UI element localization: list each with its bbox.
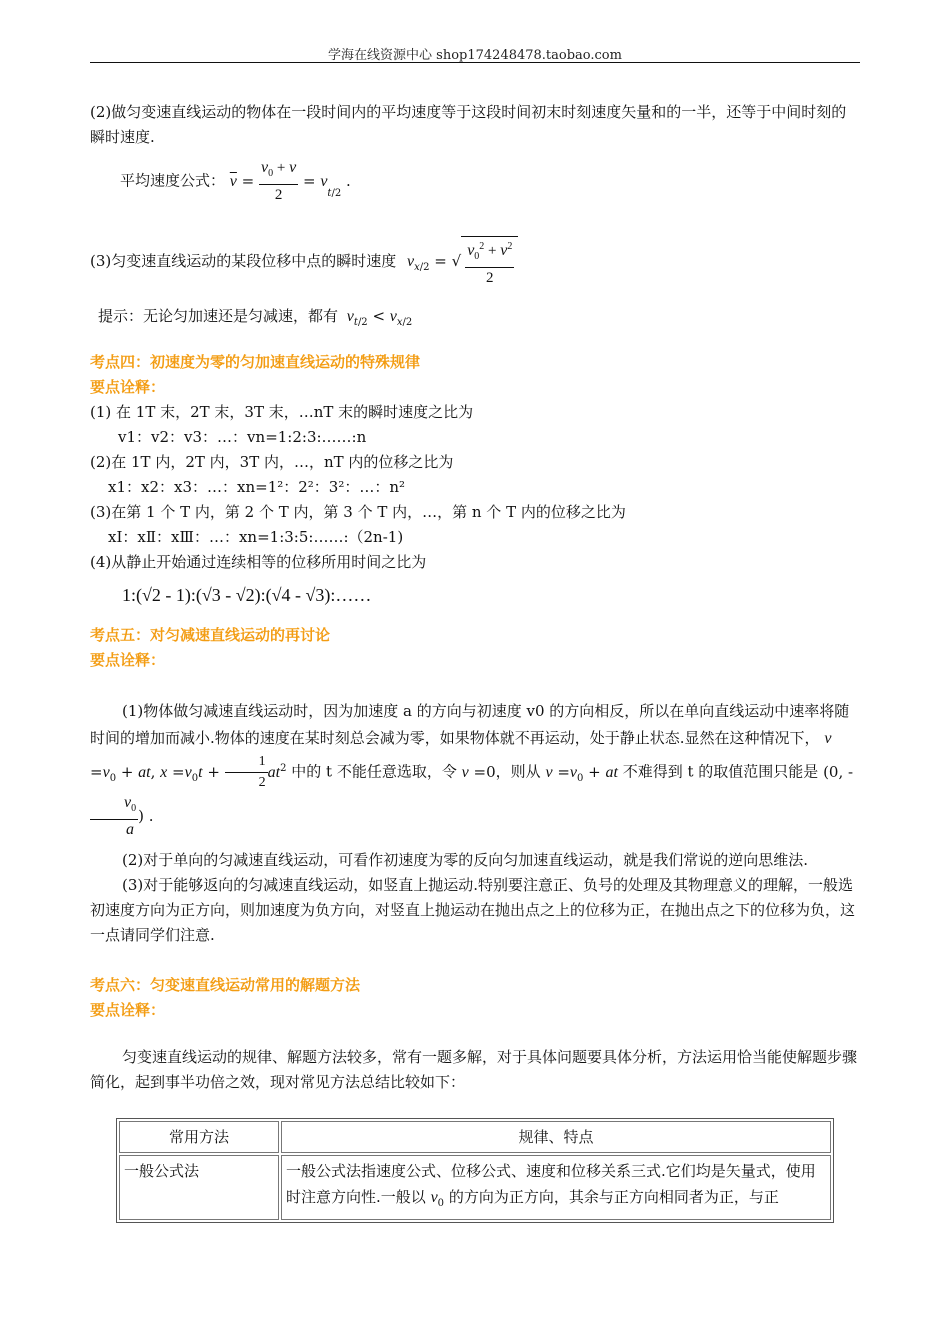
- kp6-header: [90, 973, 860, 1023]
- kp4-item-2-formula: x1：x2：x3：…：xn=1²：2²：3²：…：n²: [108, 478, 406, 496]
- kp4-item-3-formula: xⅠ：xⅡ：xⅢ：…：xn=1:3:5:……:（2n-1): [108, 528, 404, 546]
- kp4-title: 考点四：初速度为零的匀加速直线运动的特殊规律: [90, 353, 421, 371]
- avg-formula-line: [120, 158, 890, 205]
- table-cell-method: 一般公式法: [119, 1155, 279, 1220]
- feature-text-a: 一般公式法指速度公式、位移公式、速度和位移关系三式.它们均是矢量式，使用时注意方向性.一般以: [286, 1162, 816, 1206]
- kp5-p1-part-b: 中的 t 不能任意选取，令: [291, 762, 457, 781]
- kp4-item-2: (2)在 1T 内，2T 内，3T 内，…，nT 内的位移之比为: [90, 453, 454, 471]
- table-header-method: 常用方法: [119, 1121, 279, 1153]
- hint-text: 提示：无论匀加速还是匀减速，都有: [98, 307, 339, 325]
- kp5-note: 要点诠释：: [90, 651, 166, 669]
- kp4-item-3: (3)在第 1 个 T 内，第 2 个 T 内，第 3 个 T 内，…，第 n 个 T 内的位移之比为: [90, 503, 626, 521]
- v-equals-zero: v =0: [461, 762, 496, 781]
- kp5-p1: [90, 698, 860, 840]
- avg-velocity-formula: $\overline{v}$ = $\frac{v_0 + v}{2}$ = $v_{t/2}$ .: [229, 159, 351, 203]
- t-range: (0, - $\frac{v_0}{a}$ ) .: [90, 763, 853, 825]
- kp6-p1: 匀变速直线运动的规律、解题方法较多，常有一题多解，对于具体问题要具体分析，方法运用恰当能使解题步骤简化，起到事半功倍之效，现对常见方法总结比较如下：: [90, 1048, 858, 1091]
- kp4-note: 要点诠释：: [90, 378, 166, 396]
- kp6-title: 考点六：匀变速直线运动常用的解题方法: [90, 976, 361, 994]
- kp5-paragraph-2-3: [90, 848, 860, 948]
- kp4-item-1: (1) 在 1T 末，2T 末，3T 末，…nT 末的瞬时速度之比为: [90, 403, 474, 421]
- kp5-paragraph-1: [90, 698, 860, 840]
- paragraph-2: (2)做匀变速直线运动的物体在一段时间内的平均速度等于这段时间初末时刻速度矢量和的一半，还等于中间时刻的瞬时速度.: [90, 103, 847, 146]
- kp5-p3: (3)对于能够返向的匀减速直线运动，如竖直上抛运动.特别要注意正、负号的处理及其物理意义的理解，一般选初速度方向为正方向，则加速度为负方向，对竖直上抛运动在抛出点之上的位移为正，在抛出点之下的位移为负，这一点请同学们注意.: [90, 876, 856, 944]
- table-row: [119, 1155, 831, 1220]
- kp6-paragraph: [90, 1045, 860, 1095]
- hint-line: [98, 305, 868, 328]
- kp4-item-4: (4)从静止开始通过连续相等的位移所用时间之比为: [90, 553, 427, 571]
- kp5-p1-part-c: ，则从: [495, 762, 541, 781]
- kp4-item-4-formula: 1:(√2 - 1):(√3 - √2):(√4 - √3):……: [122, 585, 372, 605]
- table-header-feature: 规律、特点: [281, 1121, 831, 1153]
- methods-table: [116, 1118, 834, 1223]
- table-header-row: [119, 1121, 831, 1153]
- kp5-title: 考点五：对匀减速直线运动的再讨论: [90, 626, 331, 644]
- hint-formula: $v_{t/2} < v_{x/2}$: [346, 307, 413, 328]
- midpoint-velocity-line: [90, 236, 860, 288]
- kp5-p2: (2)对于单向的匀减速直线运动，可看作初速度为零的反向匀加速直线运动，就是我们常说的逆向思维法.: [122, 851, 809, 869]
- kinematics-equations: $v =v_0$ + at, $x =v_0t$ + $\frac{1}{2}$ $at^2$: [90, 730, 832, 790]
- formula-label: 平均速度公式：: [120, 171, 226, 190]
- midpoint-formula: $v_{x/2}$ = √ $\frac{v_0^2 + v^2}{2}$: [407, 252, 518, 270]
- velocity-equation: $v =v_0$ + at: [545, 762, 618, 784]
- kp4-section: [90, 350, 860, 615]
- kp5-p1-part-d: 不难得到 t 的取值范围只能是: [622, 762, 819, 781]
- kp4-item-1-formula: v1：v2：v3：…：vn=1:2:3:……:n: [118, 428, 367, 446]
- paragraph-3: (3)匀变速直线运动的某段位移中点的瞬时速度: [90, 252, 397, 270]
- header-rule: [90, 62, 860, 63]
- avg-velocity-paragraph: [90, 100, 860, 150]
- kp5-p1-part-a: (1)物体做匀减速直线运动时，因为加速度 a 的方向与初速度 v0 的方向相反，所以在单向直线运动中速率将随时间的增加而减小.物体的速度在某时刻总会减为零，如果物体就不再运动，处于静止状态.显然在这种情况下，: [90, 702, 850, 747]
- kp5-header: [90, 623, 860, 673]
- kp6-note: 要点诠释：: [90, 1001, 166, 1019]
- page-header: 学海在线资源中心 shop174248478.taobao.com: [328, 48, 622, 63]
- feature-text-b: 的方向为正方向，其余与正方向相同者为正，与正: [448, 1188, 779, 1206]
- table-cell-feature: 一般公式法指速度公式、位移公式、速度和位移关系三式.它们均是矢量式，使用时注意方向性.一般以 $v_0$ 的方向为正方向，其余与正方向相同者为正，与正: [281, 1155, 831, 1220]
